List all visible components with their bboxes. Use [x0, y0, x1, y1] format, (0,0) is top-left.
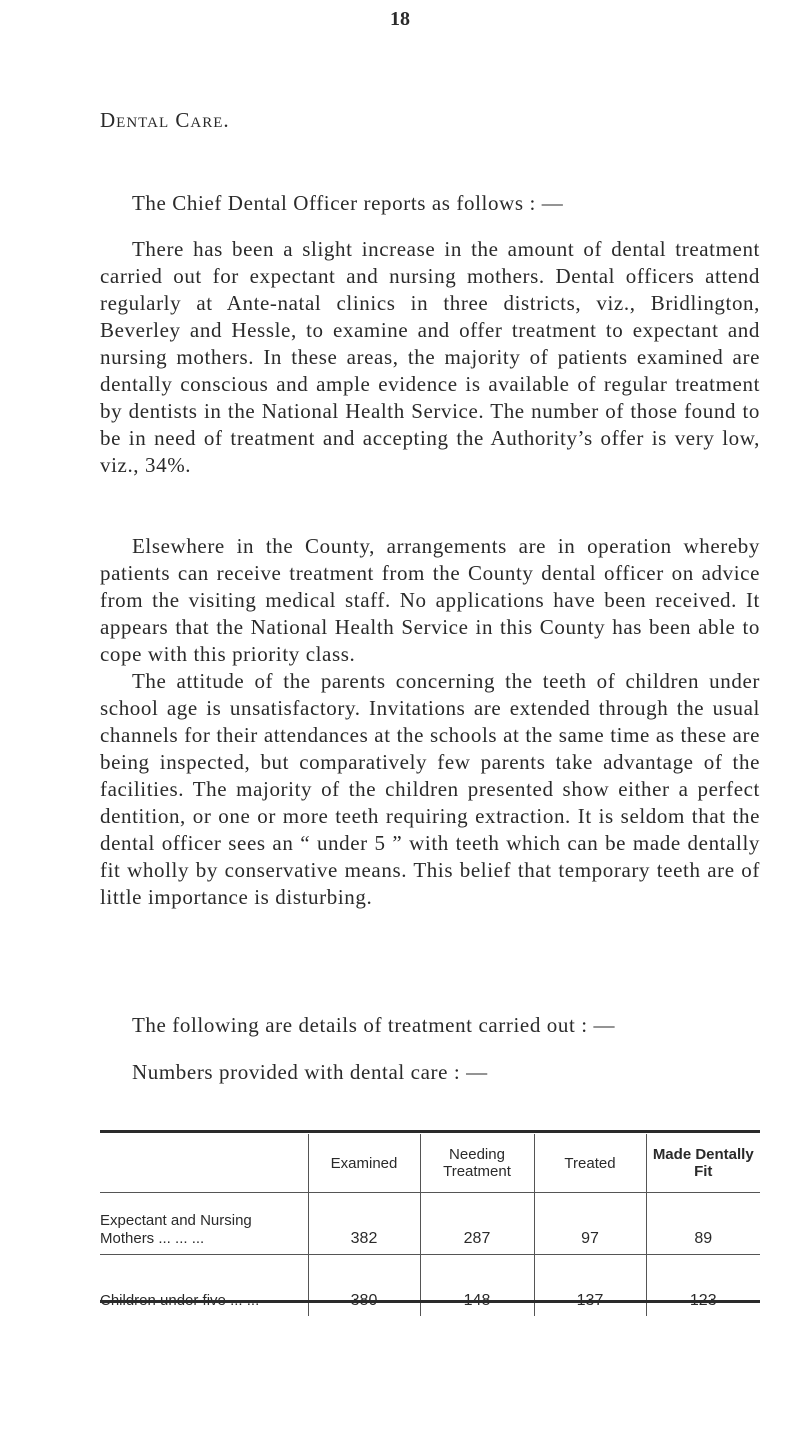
paragraph-mothers-treatment: There has been a slight increase in the amount of dental treatment carried out for expectant and nursing mothers. Dental officers attend regularly at Ante-natal clinics in three districts, viz., Bridlington, Beverley and Hessle, to examine and offer treatment to expectant and nursing mothers. In these areas, the majority of patients examined are dentally conscious and ample evidence is available of regular treatment by dentists in the National Health Service. The number of those found to be in need of treatment and accepting the Authority’s offer is very low, viz., 34%.: [100, 237, 760, 477]
paragraph-numbers-provided: Numbers provided with dental care : —: [132, 1060, 488, 1084]
cell-made-dentally-fit: 89: [646, 1193, 760, 1255]
header-made-dentally-fit: Made Dentally Fit: [646, 1134, 760, 1193]
intro-paragraph: The Chief Dental Officer reports as follows : —: [132, 191, 564, 215]
paragraph-parents-attitude: The attitude of the parents concerning the teeth of children under school age is unsatisfactory. Invitations are extended through the usual channels for their attendances at the schools at the same time as these are being inspected, but comparatively few parents take advantage of the facilities. The majority of the children presented show either a perfect dentition, or one or more teeth requiring extraction. It is seldom that the dental officer sees an “ under 5 ” with teeth which can be made dentally fit wholly by conservative means. This belief that temporary teeth are of little importance is disturbing.: [100, 669, 760, 909]
paragraph-county-arrangements: Elsewhere in the County, arrangements are in operation whereby patients can receive treatment from the County dental officer on advice from the visiting medical staff. No applications have been received. It appears that the National Health Service in this County has been able to cope with this priority class.: [100, 534, 760, 666]
row-label: Expectant and Nursing Mothers ... ... ...: [100, 1193, 308, 1255]
paragraph-treatment-details: The following are details of treatment carried out : —: [132, 1013, 616, 1037]
cell-treated: [534, 1255, 646, 1317]
table-bottom-rule: [100, 1300, 760, 1303]
header-treated: Treated: [534, 1134, 646, 1193]
cell-treated: 97: [534, 1193, 646, 1255]
cell-examined: [308, 1255, 420, 1317]
section-heading: Dental Care.: [100, 108, 230, 132]
page-number: 18: [390, 8, 410, 30]
dental-care-table: [100, 1134, 760, 1316]
cell-needing-treatment: 287: [420, 1193, 534, 1255]
table-row: [100, 1193, 760, 1255]
table-row: [100, 1255, 760, 1317]
cell-examined: 382: [308, 1193, 420, 1255]
row-label: [100, 1255, 308, 1317]
cell-made-dentally-fit: [646, 1255, 760, 1317]
header-examined: Examined: [308, 1134, 420, 1193]
header-blank: [100, 1134, 308, 1193]
header-needing-treatment: Needing Treatment: [420, 1134, 534, 1193]
table-top-rule: [100, 1130, 760, 1133]
cell-needing-treatment: [420, 1255, 534, 1317]
table-header-row: [100, 1134, 760, 1193]
